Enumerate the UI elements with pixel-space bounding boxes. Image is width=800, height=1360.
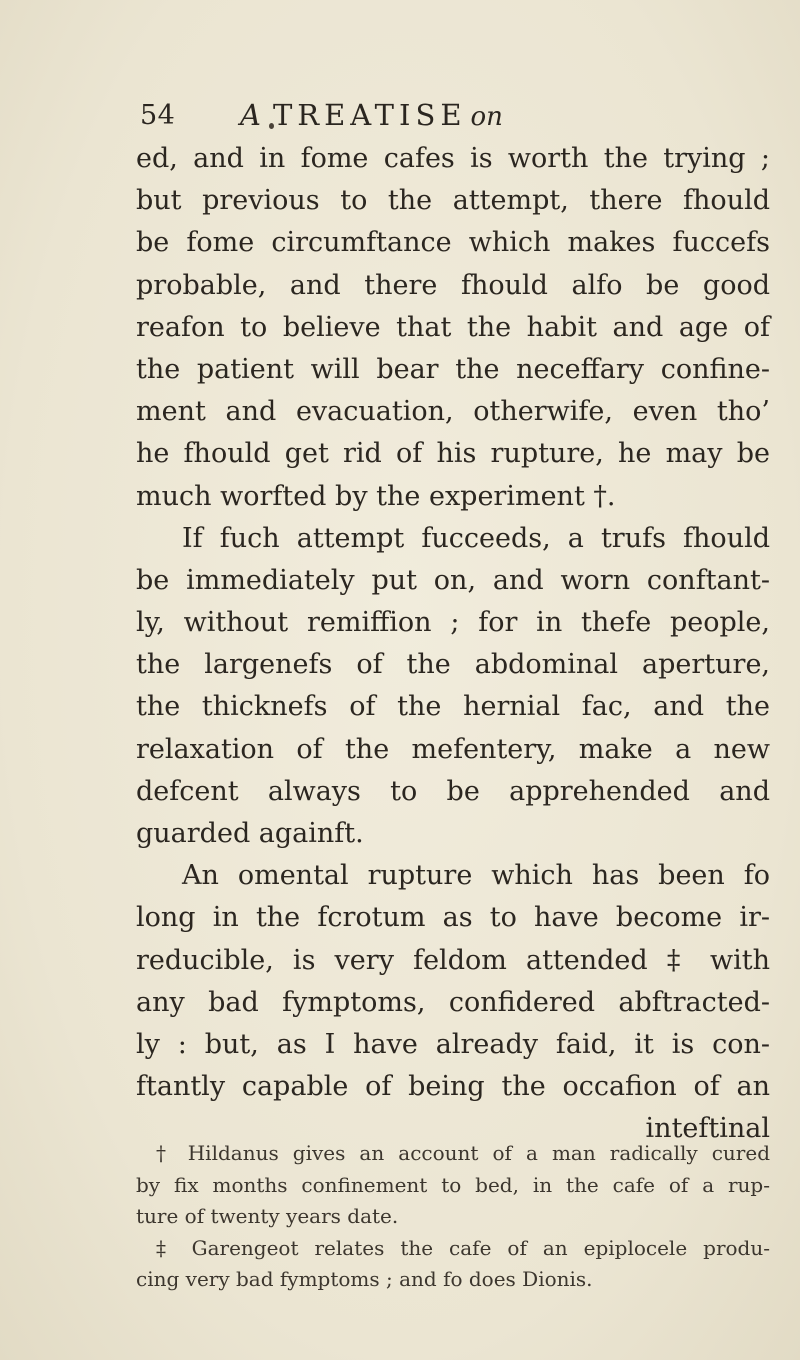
footnote-line: † Hildanus gives an account of a man radically cured (156, 1141, 770, 1165)
paragraph-start: An omental rupture which has been fo (182, 860, 770, 892)
text-line: the largenefs of the abdominal aperture, (136, 649, 770, 681)
text-line: ed, and in fome cafes is worth the trying ; (136, 143, 770, 174)
text-line: long in the fcrotum as to have become ir- (136, 902, 770, 934)
page-number: 54 (140, 100, 176, 131)
text-line: ment and evacuation, otherwife, even tho’ (136, 396, 770, 428)
text-line: be fome circumftance which makes fuccefs (136, 227, 770, 259)
text-line: guarded againft. (136, 818, 364, 849)
running-title-main: TREATISE (272, 98, 467, 132)
text-line: but previous to the attempt, there fhould (136, 185, 770, 217)
text-line: be immediately put on, and worn conftant- (136, 564, 770, 596)
text-line: defcent always to be apprehended and (136, 775, 770, 807)
text-line: the patient will bear the neceffary confine- (136, 353, 770, 385)
text-line: the thicknefs of the hernial fac, and the (136, 691, 770, 723)
footnote-line: by fix months confinement to bed, in the cafe of a rup- (136, 1172, 770, 1197)
body-text (136, 138, 770, 1151)
running-header (140, 98, 700, 138)
text-line: ly, without remiffion ; for in thefe people, (136, 607, 770, 639)
footnote-line: ‡ Garengeot relates the cafe of an epiplocele produ- (156, 1235, 770, 1260)
text-line: probable, and there fhould alfo be good (136, 269, 770, 301)
text-line: much worfted by the experiment †. (136, 480, 616, 512)
footnote-line: cing very bad fymptoms ; and fo does Dionis. (136, 1267, 593, 1291)
footnote-line: ture of twenty years date. (136, 1204, 399, 1228)
text-line: he fhould get rid of his rupture, he may be (136, 438, 770, 470)
text-line: relaxation of the mefentery, make a new (136, 733, 770, 765)
footnotes (136, 1138, 770, 1296)
text-line: reafon to believe that the habit and age of (136, 311, 770, 343)
catchword: inteftinal (645, 1113, 770, 1145)
text-line: reducible, is very feldom attended ‡ with (136, 944, 770, 976)
text-line: any bad fymptoms, confidered abftracted- (136, 986, 770, 1018)
text-line: ftantly capable of being the occafion of an (136, 1071, 770, 1103)
running-title-on: on (470, 102, 503, 132)
paragraph-start: If fuch attempt fucceeds, a trufs fhould (182, 522, 770, 554)
running-title (240, 98, 503, 132)
running-title-article: A (240, 98, 261, 132)
text-line: ly : but, as I have already faid, it is con- (136, 1028, 770, 1060)
